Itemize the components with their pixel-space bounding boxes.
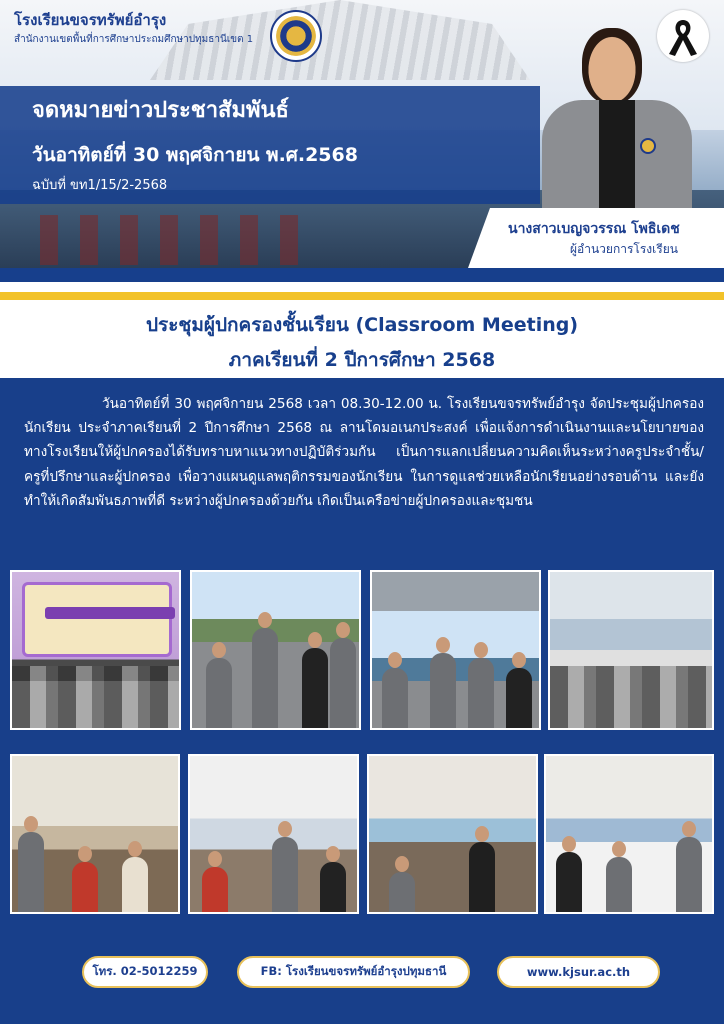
photo-person <box>302 648 328 728</box>
photo-person <box>382 668 408 728</box>
education-office-name: สำนักงานเขตพื้นที่การศึกษาประถมศึกษาปทุมธานีเขต 1 <box>14 34 254 45</box>
newsletter-date: วันอาทิตย์ที่ 30 พฤศจิกายน พ.ศ.2568 <box>32 144 358 166</box>
event-photo-3 <box>370 570 541 730</box>
event-photo-4 <box>548 570 714 730</box>
facebook-link[interactable]: FB: โรงเรียนขจรทรัพย์อำรุงปทุมธานี <box>237 956 470 988</box>
director-title: ผู้อำนวยการโรงเรียน <box>570 242 678 256</box>
photo-person <box>320 862 346 912</box>
photo-audience <box>12 666 179 728</box>
photo-person <box>330 638 356 728</box>
issue-number: ฉบับที่ ขท1/15/2-2568 <box>32 178 168 193</box>
school-logo-icon <box>270 10 322 62</box>
article-body <box>24 392 704 513</box>
director-body <box>542 100 692 218</box>
header-divider-blue <box>0 268 724 282</box>
director-head <box>582 28 642 104</box>
event-photo-7 <box>367 754 538 914</box>
website-link[interactable]: www.kjsur.ac.th <box>497 956 660 988</box>
photo-person <box>606 857 632 912</box>
school-badge-icon <box>640 138 656 154</box>
article-paragraph: วันอาทิตย์ที่ 30 พฤศจิกายน 2568 เวลา 08.30-12.00 น. โรงเรียนขจรทรัพย์อำรุง จัดประชุมผู้ปกครองนักเรียน ประจำภาคเรียนที่ 2 ปีการศึกษา 2568 ณ ลานโดมอเนกประสงค์ เพื่อแจ้งการดำเนินงานและนโยบายของทางโรงเรียนให้ผู้ปกครองได้รับทราบหาแนวทางปฏิบัติร่วมกัน เป็นการแลกเปลี่ยนความคิดเห็นระหว่างครูประจำชั้น/ครูที่ปรึกษาและผู้ปกครอง เพื่อวางแผนดูแลพฤติกรรมของนักเรียน ในการดูแลช่วยเหลือนักเรียนอย่างรอบด้าน และยังทำให้เกิดสัมพันธภาพที่ดี ระหว่างผู้ปกครองด้วยกัน เกิดเป็นเครือข่ายผู้ปกครองและชุมชน <box>24 396 704 509</box>
photo-person <box>72 862 98 912</box>
header-background-chairs <box>40 215 300 265</box>
photo-audience <box>550 666 712 728</box>
school-name: โรงเรียนขจรทรัพย์อำรุง <box>14 11 167 29</box>
photo-banner <box>22 582 172 657</box>
photo-person <box>202 867 228 912</box>
photo-person <box>122 857 148 912</box>
event-photo-1 <box>10 570 181 730</box>
photo-person <box>272 837 298 912</box>
headline-line-1: ประชุมผู้ปกครองชั้นเรียน (Classroom Meeting) <box>145 314 579 336</box>
event-photo-6 <box>188 754 359 914</box>
newsletter-title: จดหมายข่าวประชาสัมพันธ์ <box>32 98 289 123</box>
photo-person <box>252 628 278 728</box>
photo-person <box>469 842 495 912</box>
header-divider-gold <box>0 292 724 300</box>
headline-line-2: ภาคเรียนที่ 2 ปีการศึกษา 2568 <box>228 349 496 371</box>
photo-person <box>556 852 582 912</box>
photo-person <box>18 832 44 912</box>
event-photo-2 <box>190 570 361 730</box>
director-name: นางสาวเบญจวรรณ โพธิเดช <box>508 221 680 237</box>
photo-person <box>389 872 415 912</box>
photo-person <box>468 658 494 728</box>
event-photo-5 <box>10 754 180 914</box>
event-photo-8 <box>544 754 714 914</box>
photo-person <box>206 658 232 728</box>
phone-contact[interactable]: โทร. 02-5012259 <box>82 956 208 988</box>
photo-person <box>676 837 702 912</box>
photo-person <box>430 653 456 728</box>
director-portrait <box>530 18 705 218</box>
photo-person <box>506 668 532 728</box>
